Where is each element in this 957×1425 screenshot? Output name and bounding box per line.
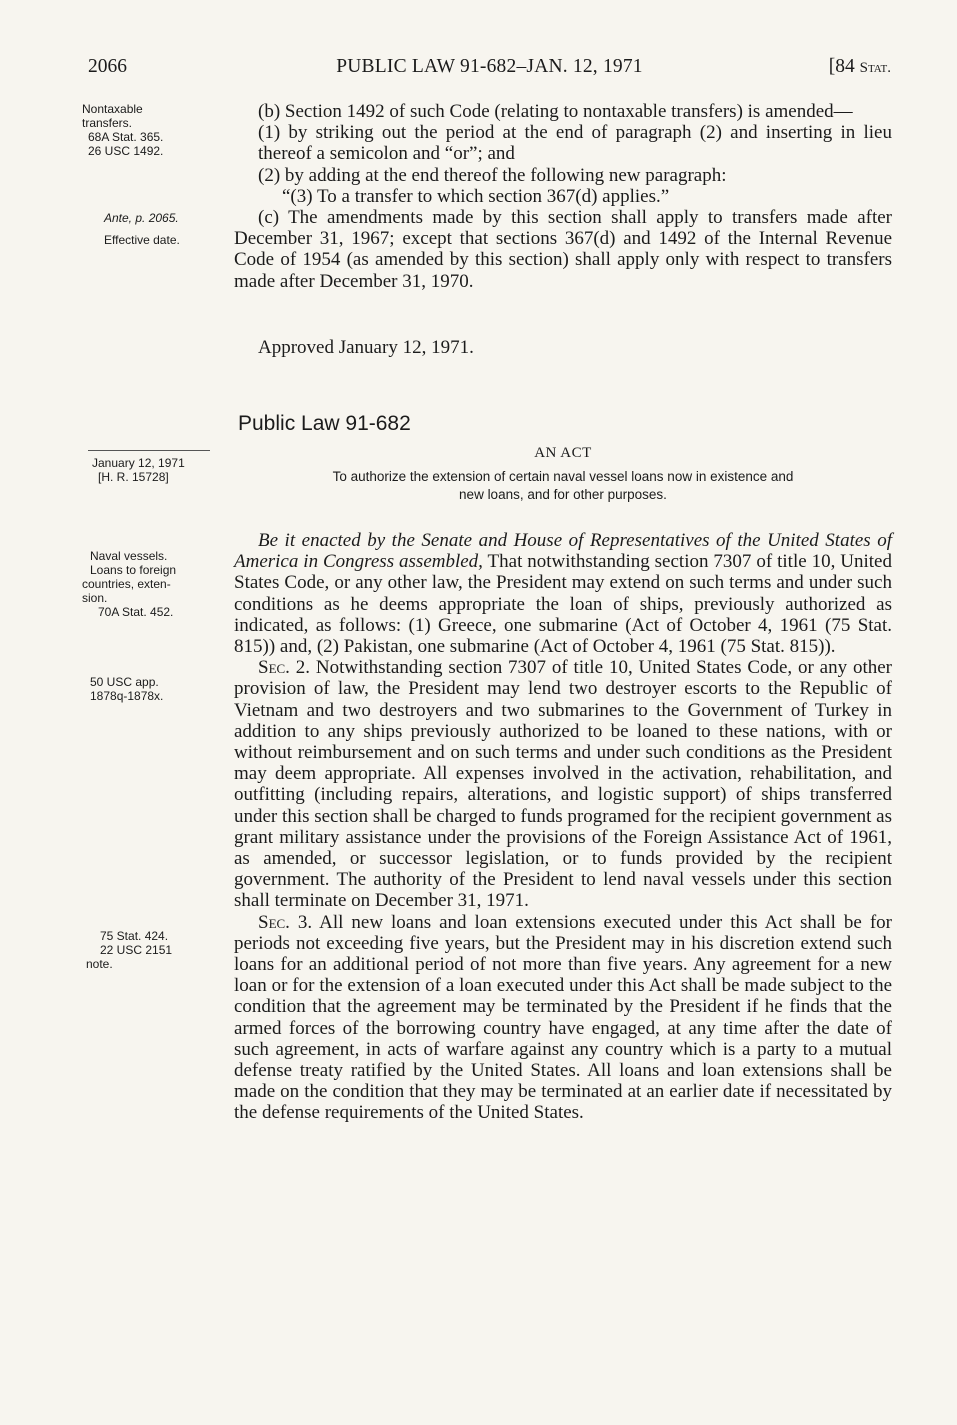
statute-volume: [84 Stat.: [828, 56, 891, 77]
margin-note-naval: Naval vessels. Loans to foreign countries, exten- sion. 70A Stat. 452.: [82, 549, 177, 619]
approved-date: Approved January 12, 1971.: [258, 337, 474, 358]
an-act-heading: AN ACT: [534, 445, 592, 461]
margin-note-ante: Ante, p. 2065.: [104, 211, 179, 225]
section-b-item2: (2) by adding at the end thereof the following new paragraph:: [258, 164, 727, 186]
margin-rule: [88, 450, 210, 451]
section-b-item3: “(3) To a transfer to which section 367(d) applies.”: [282, 185, 670, 207]
enacting-clause: Be it enacted by the Senate and House of Representatives of the United States of America in Congress assembled, That notwithstanding section 7307 of title 10, United States Code, or any other law, the President may extend on such terms and under such conditions as he deems appropriate the loan of ships, previously authorized as indicated, as follows: (1) Greece, one submarine (Act of October 4, 1961 (75 Stat. 815)) and, (2) Pakistan, one submarine (Act of October 4, 1961 (75 Stat. 815)).: [234, 530, 892, 658]
margin-note-stat75: 75 Stat. 424. 22 USC 2151 note.: [86, 929, 173, 971]
running-title: PUBLIC LAW 91-682–JAN. 12, 1971: [336, 56, 643, 77]
section-b-c: [234, 101, 892, 292]
page-number: 2066: [88, 56, 127, 77]
section-2: Sec. 2. Notwithstanding section 7307 of title 10, United States Code, or any other provision of law, the President may lend two destroyer escorts to the Republic of Vietnam and two destroyers and two submarines to the Government of Turkey in addition to any ships previously authorized to be loaned to these nations, with or without reimbursement and on such terms and under such conditions as the President may deem appropriate. All expenses involved in the activation, rehabilitation, and outfitting (including repairs, alterations, and logistic support) of ships transferred under this section shall be charged to funds programed for the recipient government as grant military assistance under the provisions of the Foreign Assistance Act of 1961, as amended, or successor legislation, or to funds provided by the recipient government. The authority of the President to lend naval vessels under this section shall terminate on December 31, 1971.: [234, 657, 893, 912]
section-b-item1: (1) by striking out the period at the end of paragraph (2) and inserting in lieu thereof a semicolon and “or”; and: [258, 122, 892, 165]
section-3: Sec. 3. All new loans and loan extensions executed under this Act shall be for periods not exceeding five years, but the President may in his discretion extend such loans for an additional period of not more than five years. Any agreement for a new loan or for the extension of a loan executed under this Act shall be made subject to the condition that the agreement may be terminated by the President if he finds that the armed forces of the borrowing country have engaged, at any time after the date of such agreement, in acts of warfare against any country which is a party to a mutual defense treaty ratified by the United States. All loans and loan extensions shall be made on the condition that they may be terminated at an earlier date if necessitated by the defense requirements of the United States.: [234, 911, 892, 1124]
act-purpose: To authorize the extension of certain naval vessel loans now in existence and new loans, and for other purposes.: [332, 469, 794, 502]
margin-note-usc50: 50 USC app. 1878q-1878x.: [90, 675, 164, 703]
public-law-title: Public Law 91-682: [238, 412, 411, 435]
margin-note-date: January 12, 1971 [H. R. 15728]: [92, 456, 185, 484]
margin-note-effective: Effective date.: [104, 233, 180, 247]
section-b-intro: (b) Section 1492 of such Code (relating to nontaxable transfers) is amended—: [258, 101, 853, 122]
section-c: (c) The amendments made by this section shall apply to transfers made after December 31, 1967; except that sections 367(d) and 1492 of the Internal Revenue Code of 1954 (as amended by this section) shall apply only with respect to transfers made after December 31, 1970.: [234, 207, 892, 292]
margin-note-nontaxable: Nontaxable transfers. 68A Stat. 365. 26 USC 1492.: [82, 102, 164, 158]
act-body: [234, 530, 892, 1124]
page-header: [88, 56, 891, 86]
